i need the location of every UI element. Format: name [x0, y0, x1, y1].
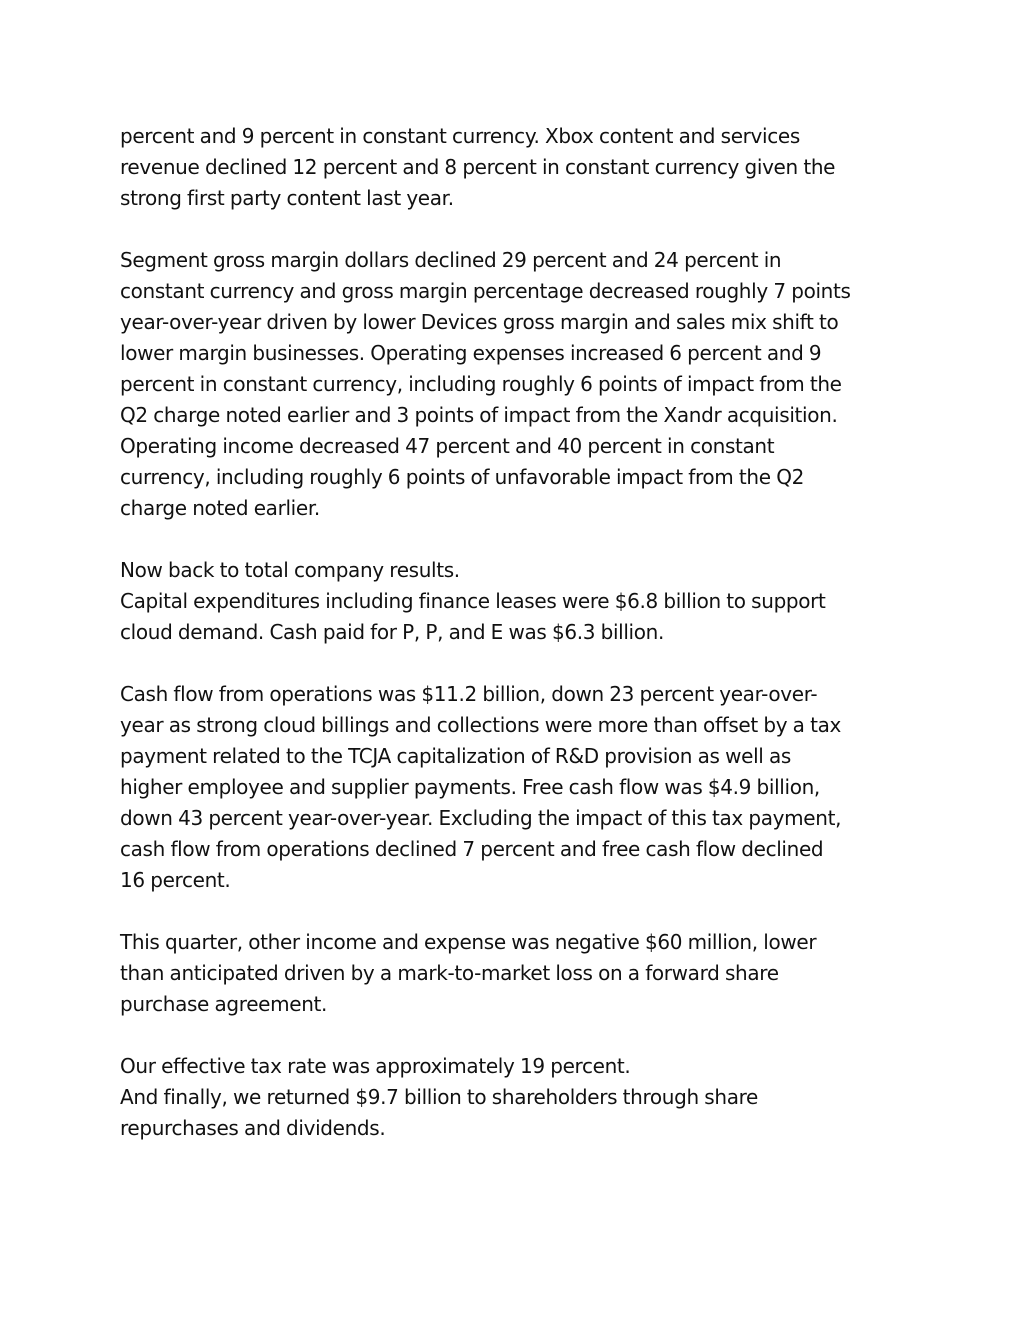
text-line: Q2 charge noted earlier and 3 points of impact from the Xandr acquisition. [120, 403, 838, 427]
text-line: charge noted earlier. [120, 496, 320, 520]
text-line: currency, including roughly 6 points of unfavorable impact from the Q2 [120, 465, 804, 489]
paragraph-cash-flow [120, 679, 910, 896]
text-line: revenue declined 12 percent and 8 percent in constant currency given the [120, 155, 836, 179]
text-line: lower margin businesses. Operating expenses increased 6 percent and 9 [120, 341, 822, 365]
text-line: Our effective tax rate was approximately 19 percent. [120, 1054, 631, 1078]
paragraph-total-company [120, 555, 910, 586]
paragraph-capex [120, 586, 910, 648]
text-line: repurchases and dividends. [120, 1116, 386, 1140]
paragraph-tax-rate [120, 1051, 910, 1082]
text-line: 16 percent. [120, 868, 231, 892]
text-line: Segment gross margin dollars declined 29 percent and 24 percent in [120, 248, 782, 272]
text-line: And finally, we returned $9.7 billion to shareholders through share [120, 1085, 758, 1109]
text-line: year as strong cloud billings and collections were more than offset by a tax [120, 713, 841, 737]
text-line: higher employee and supplier payments. Free cash flow was $4.9 billion, [120, 775, 820, 799]
paragraph-other-income [120, 927, 910, 1020]
paragraph-xbox-revenue [120, 121, 910, 214]
text-line: cloud demand. Cash paid for P, P, and E was $6.3 billion. [120, 620, 664, 644]
document-page [120, 121, 910, 1175]
text-line: payment related to the TCJA capitalization of R&D provision as well as [120, 744, 791, 768]
text-line: year-over-year driven by lower Devices gross margin and sales mix shift to [120, 310, 839, 334]
text-line: purchase agreement. [120, 992, 328, 1016]
text-line: Now back to total company results. [120, 558, 460, 582]
text-line: percent in constant currency, including roughly 6 points of impact from the [120, 372, 842, 396]
text-line: constant currency and gross margin percentage decreased roughly 7 points [120, 279, 851, 303]
text-line: than anticipated driven by a mark-to-market loss on a forward share [120, 961, 779, 985]
text-line: down 43 percent year-over-year. Excluding the impact of this tax payment, [120, 806, 842, 830]
text-line: Capital expenditures including finance leases were $6.8 billion to support [120, 589, 826, 613]
text-line: This quarter, other income and expense was negative $60 million, lower [120, 930, 817, 954]
paragraph-segment-margin [120, 245, 910, 524]
text-line: Operating income decreased 47 percent and 40 percent in constant [120, 434, 775, 458]
text-line: cash flow from operations declined 7 percent and free cash flow declined [120, 837, 824, 861]
paragraph-shareholder-return [120, 1082, 910, 1144]
text-line: percent and 9 percent in constant currency. Xbox content and services [120, 124, 800, 148]
text-line: Cash flow from operations was $11.2 billion, down 23 percent year-over- [120, 682, 818, 706]
text-line: strong first party content last year. [120, 186, 454, 210]
